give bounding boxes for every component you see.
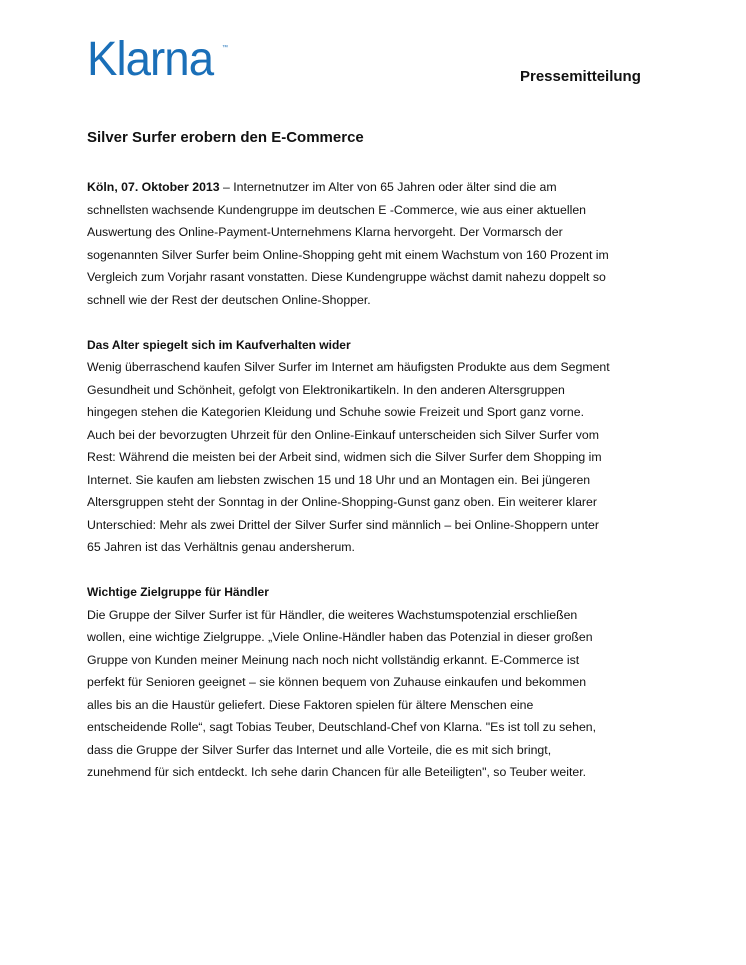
page-title: Silver Surfer erobern den E-Commerce xyxy=(87,129,364,146)
section-line: Gesundheit und Schönheit, gefolgt von Elektronikartikeln. In den anderen Altersgruppen xyxy=(87,382,565,397)
section-line: entscheidende Rolle“, sagt Tobias Teuber, Deutschland-Chef von Klarna. "Es ist toll zu sehen, xyxy=(87,720,597,734)
section-line: Altersgruppen steht der Sonntag in der Online-Shopping-Gunst ganz oben. Ein weiterer klarer xyxy=(87,495,597,509)
section-line: alles bis an die Haustür geliefert. Diese Faktoren spielen für ältere Menschen eine xyxy=(87,697,534,712)
section-line: 65 Jahren ist das Verhältnis genau andersherum. xyxy=(87,540,355,554)
section-line: Gruppe von Kunden meiner Meinung nach noch nicht vollständig erkannt. E-Commerce ist xyxy=(87,652,580,667)
spacer xyxy=(87,311,677,334)
intro-paragraph xyxy=(87,176,677,311)
body-content xyxy=(87,176,677,784)
intro-line: schnellsten wachsende Kundengruppe im deutschen E -Commerce, wie aus einer aktuellen xyxy=(87,202,586,217)
section-line: Internet. Sie kaufen am liebsten zwischen 15 und 18 Uhr und an Montagen ein. Bei jüngeren xyxy=(87,472,591,487)
intro-line: – Internetnutzer im Alter von 65 Jahren oder älter sind die am xyxy=(219,180,557,194)
intro-line: sogenannten Silver Surfer beim Online-Shopping geht mit einem Wachstum von 160 Prozent im xyxy=(87,247,609,262)
section-line: Die Gruppe der Silver Surfer ist für Händler, die weiteres Wachstumspotenzial erschließen xyxy=(87,607,578,622)
section-line: wollen, eine wichtige Zielgruppe. „Viele Online-Händler haben das Potenzial in dieser großen xyxy=(87,630,593,644)
section-line: dass die Gruppe der Silver Surfer das Internet und alle Vorteile, die es mit sich bringt, xyxy=(87,742,552,757)
intro-line: Auswertung des Online-Payment-Unternehmens Klarna hervorgeht. Der Vormarsch der xyxy=(87,225,563,239)
section-line: perfekt für Senioren geeignet – sie können bequem von Zuhause einkaufen und bekommen xyxy=(87,675,587,689)
intro-line: schnell wie der Rest der deutschen Online-Shopper. xyxy=(87,292,371,307)
spacer xyxy=(87,559,677,582)
trademark-symbol: ™ xyxy=(222,45,228,51)
dateline: Köln, 07. Oktober 2013 xyxy=(87,180,220,194)
intro-line: Vergleich zum Vorjahr rasant vonstatten. Diese Kundengruppe wächst damit nahezu doppelt so xyxy=(87,270,606,284)
section-line: hingegen stehen die Kategorien Kleidung und Schuhe sowie Freizeit und Sport ganz vorne. xyxy=(87,405,584,419)
document-type-label: Pressemitteilung xyxy=(520,68,641,85)
section-line: zunehmend für sich entdeckt. Ich sehe darin Chancen für alle Beteiligten", so Teuber weiter. xyxy=(87,765,587,779)
klarna-logo: Klarna xyxy=(87,33,214,86)
section-line: Wenig überraschend kaufen Silver Surfer im Internet am häufigsten Produkte aus dem Segment xyxy=(87,360,610,374)
section-line: Rest: Während die meisten bei der Arbeit sind, widmen sich die Silver Surfer dem Shopping im xyxy=(87,450,602,464)
section-heading: Das Alter spiegelt sich im Kaufverhalten wider xyxy=(87,337,351,352)
section-heading: Wichtige Zielgruppe für Händler xyxy=(87,585,269,599)
section-age-behavior xyxy=(87,334,677,559)
section-line: Auch bei der bevorzugten Uhrzeit für den Online-Einkauf unterscheiden sich Silver Surfer vom xyxy=(87,427,599,442)
section-target-group xyxy=(87,581,677,784)
section-line: Unterschied: Mehr als zwei Drittel der Silver Surfer sind männlich – bei Online-Shoppern unter xyxy=(87,517,599,532)
